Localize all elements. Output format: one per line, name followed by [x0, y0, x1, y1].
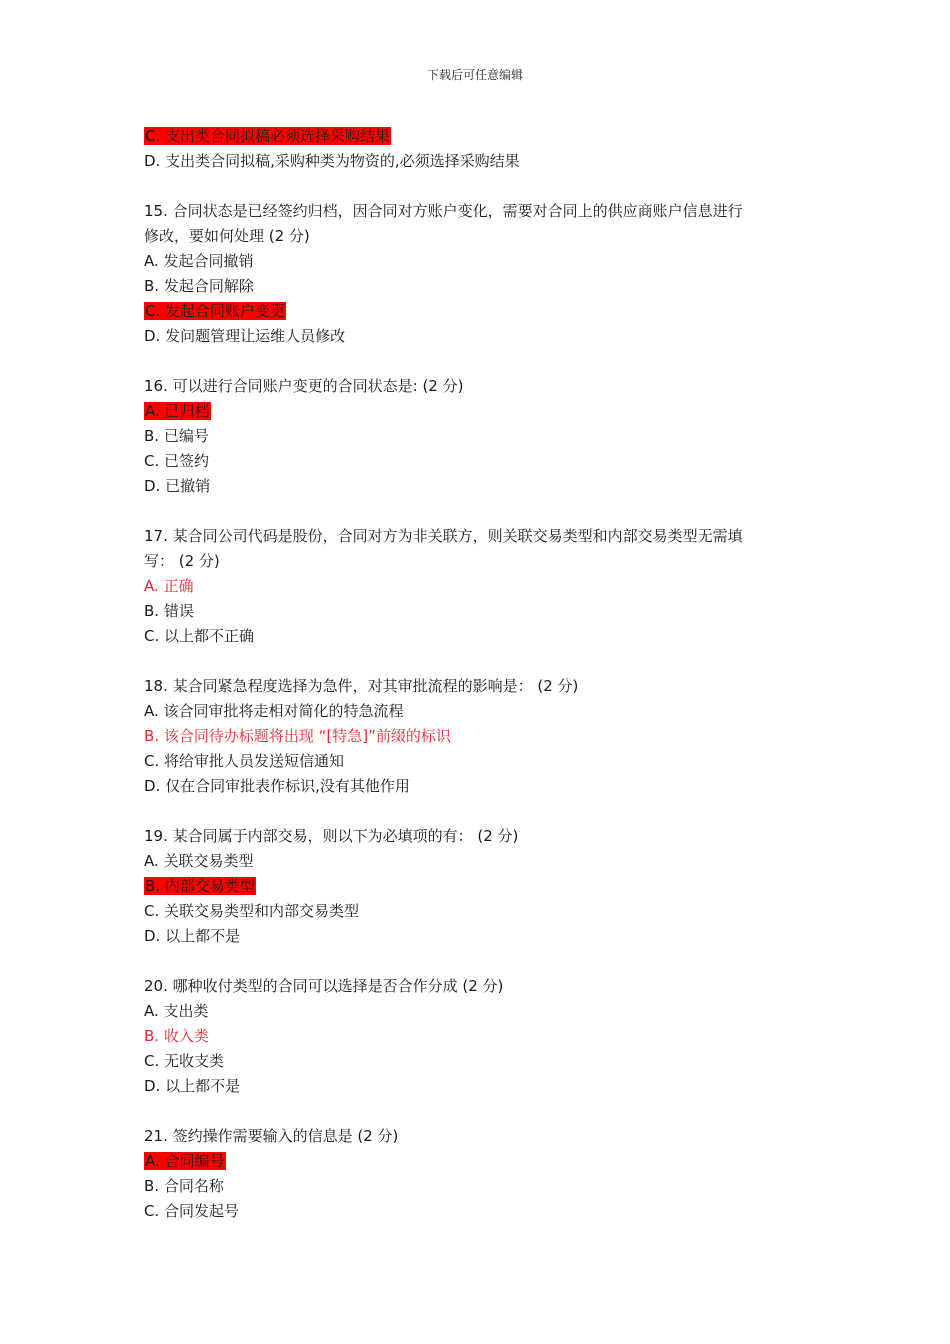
line-text: C. 已签约 [144, 452, 210, 470]
text-line [144, 1199, 824, 1224]
text-line [144, 1124, 824, 1149]
text-line [144, 1174, 824, 1199]
text-line [144, 749, 824, 774]
line-text: 16. 可以进行合同账户变更的合同状态是: (2 分) [144, 377, 464, 395]
text-line [144, 374, 824, 399]
line-text: D. 支出类合同拟稿,采购种类为物资的,必须选择采购结果 [144, 152, 520, 170]
answer-line-red [144, 724, 824, 749]
blank-line [144, 799, 824, 824]
line-text: D. 以上都不是 [144, 1077, 241, 1095]
red-answer-text: B. 收入类 [144, 1027, 209, 1045]
text-line [144, 824, 824, 849]
text-line [144, 549, 824, 574]
text-line [144, 274, 824, 299]
blank-line [144, 1099, 824, 1124]
text-line [144, 774, 824, 799]
answer-line-highlighted [144, 124, 824, 149]
line-text: D. 发问题管理让运维人员修改 [144, 327, 346, 345]
text-line [144, 449, 824, 474]
text-line [144, 599, 824, 624]
line-text: A. 关联交易类型 [144, 852, 254, 870]
blank-line [144, 499, 824, 524]
line-text: B. 错误 [144, 602, 194, 620]
text-line [144, 924, 824, 949]
line-text: 写： (2 分) [144, 552, 220, 570]
text-line [144, 1049, 824, 1074]
line-text: D. 仅在合同审批表作标识,没有其他作用 [144, 777, 410, 795]
line-text: A. 该合同审批将走相对简化的特急流程 [144, 702, 404, 720]
text-line [144, 699, 824, 724]
line-text: A. 支出类 [144, 1002, 209, 1020]
red-answer-text: A. 正确 [144, 577, 194, 595]
highlighted-answer-text: A. 已归档 [145, 402, 210, 420]
line-text: A. 发起合同撤销 [144, 252, 254, 270]
answer-line-highlighted [144, 399, 824, 424]
text-line [144, 849, 824, 874]
line-text: C. 合同发起号 [144, 1202, 240, 1220]
highlighted-answer-text: A. 合同编号 [145, 1152, 225, 1170]
answer-line-highlighted [144, 1149, 824, 1174]
answer-line-red [144, 574, 824, 599]
answer-line-highlighted [144, 874, 824, 899]
answer-line-red [144, 1024, 824, 1049]
highlighted-answer-text: C. 发起合同账户变更 [145, 302, 286, 320]
line-text: 21. 签约操作需要输入的信息是 (2 分) [144, 1127, 399, 1145]
text-line [144, 149, 824, 174]
text-line [144, 974, 824, 999]
line-text: B. 发起合同解除 [144, 277, 254, 295]
line-text: 18. 某合同紧急程度选择为急件，对其审批流程的影响是： (2 分) [144, 677, 579, 695]
text-line [144, 199, 824, 224]
line-text: C. 以上都不正确 [144, 627, 255, 645]
line-text: C. 关联交易类型和内部交易类型 [144, 902, 360, 920]
text-line [144, 899, 824, 924]
blank-line [144, 949, 824, 974]
highlighted-answer-text: C. 支出类合同拟稿必须选择采购结果 [145, 127, 391, 145]
text-line [144, 249, 824, 274]
line-text: D. 已撤销 [144, 477, 211, 495]
text-line [144, 999, 824, 1024]
line-text: C. 无收支类 [144, 1052, 225, 1070]
line-text: 17. 某合同公司代码是股份，合同对方为非关联方，则关联交易类型和内部交易类型无需填 [144, 527, 743, 545]
line-text: 20. 哪种收付类型的合同可以选择是否合作分成 (2 分) [144, 977, 504, 995]
text-line [144, 324, 824, 349]
line-text: B. 已编号 [144, 427, 209, 445]
line-text: B. 合同名称 [144, 1177, 224, 1195]
text-line [144, 424, 824, 449]
line-text: D. 以上都不是 [144, 927, 241, 945]
text-line [144, 524, 824, 549]
line-text: 修改，要如何处理 (2 分) [144, 227, 310, 245]
line-text: 15. 合同状态是已经签约归档，因合同对方账户变化，需要对合同上的供应商账户信息进行 [144, 202, 743, 220]
answer-line-highlighted [144, 299, 824, 324]
page-header: 下载后可任意编辑 [426, 68, 523, 82]
red-answer-text: B. 该合同待办标题将出现 “[特急]”前缀的标识 [144, 727, 451, 745]
line-text: 19. 某合同属于内部交易，则以下为必填项的有： (2 分) [144, 827, 519, 845]
text-line [144, 224, 824, 249]
text-line [144, 624, 824, 649]
blank-line [144, 174, 824, 199]
text-line [144, 474, 824, 499]
blank-line [144, 349, 824, 374]
text-line [144, 674, 824, 699]
blank-line [144, 649, 824, 674]
highlighted-answer-text: B. 内部交易类型 [145, 877, 255, 895]
line-text: C. 将给审批人员发送短信通知 [144, 752, 345, 770]
text-line [144, 1074, 824, 1099]
document-body [144, 124, 824, 1224]
